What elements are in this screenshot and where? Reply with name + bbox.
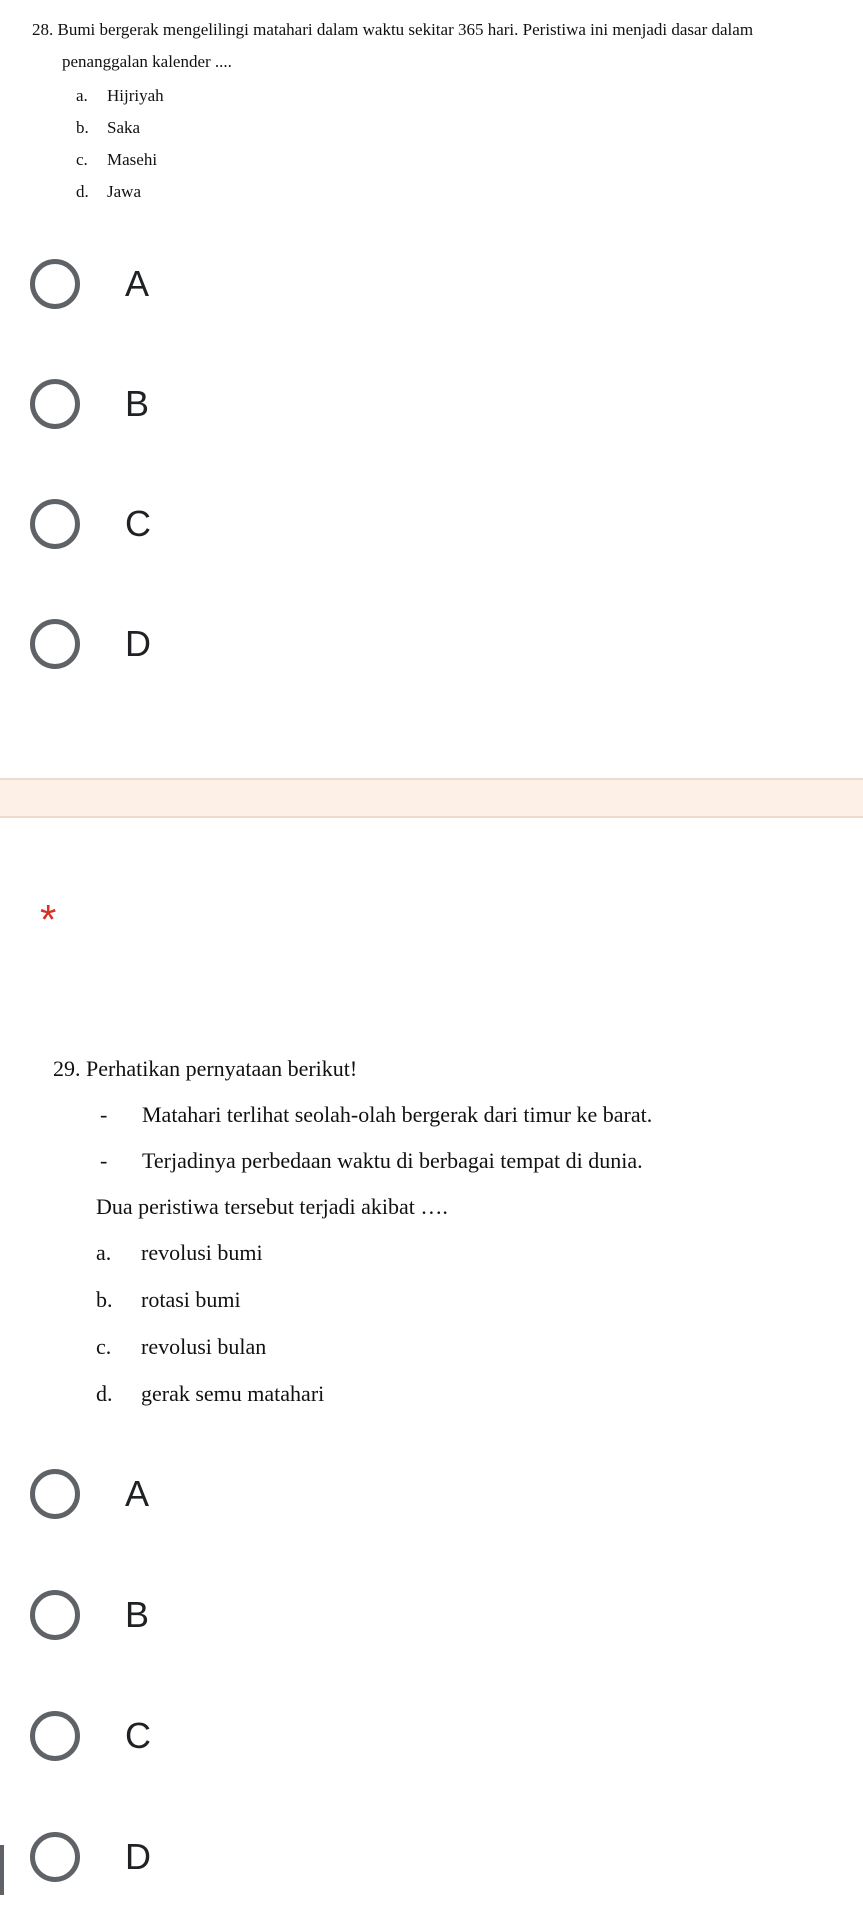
radio-circle-icon[interactable] — [30, 619, 80, 669]
radio-label: B — [125, 383, 150, 424]
question-29-option-c-letter: c. — [96, 1334, 112, 1359]
question-29-option-b-text: rotasi bumi — [141, 1287, 241, 1312]
q28-radio-option-a[interactable] — [30, 256, 330, 320]
question-29-title: 29. Perhatikan pernyataan berikut! — [53, 1056, 358, 1081]
radio-label: D — [125, 1836, 151, 1877]
question-28-option-d-letter: d. — [76, 182, 89, 201]
section-divider — [0, 778, 863, 818]
question-28-option-a-text: Hijriyah — [107, 86, 164, 105]
question-28-option-c-letter: c. — [76, 150, 88, 169]
radio-circle-icon[interactable] — [30, 499, 80, 549]
radio-circle-icon[interactable] — [30, 379, 80, 429]
q28-radio-option-c[interactable] — [30, 496, 330, 560]
radio-label: C — [125, 1715, 151, 1756]
left-edge-bar — [0, 1845, 4, 1895]
q29-radio-option-c[interactable] — [30, 1708, 330, 1772]
radio-label: B — [125, 1594, 150, 1635]
question-29-statement-2-bullet: - — [100, 1148, 108, 1173]
question-28-option-b-text: Saka — [107, 118, 141, 137]
radio-label: C — [125, 503, 151, 544]
radio-label: A — [125, 263, 150, 304]
radio-label: A — [125, 1473, 150, 1514]
question-29-statement-1-bullet: - — [100, 1102, 108, 1127]
question-29-option-d-letter: d. — [96, 1381, 113, 1406]
question-28-text-line-2: penanggalan kalender .... — [62, 52, 232, 71]
question-28-image — [0, 0, 863, 215]
question-29-statement-2: Terjadinya perbedaan waktu di berbagai tempat di dunia. — [142, 1148, 643, 1173]
q29-radio-option-d[interactable] — [30, 1829, 330, 1893]
question-28-option-b-letter: b. — [76, 118, 89, 137]
question-28-text-line-1: 28. Bumi bergerak mengelilingi matahari dalam waktu sekitar 365 hari. Peristiwa ini menjadi dasar dalam — [32, 20, 754, 39]
radio-circle-icon[interactable] — [30, 1590, 80, 1640]
question-29-option-a-text: revolusi bumi — [141, 1240, 263, 1265]
question-29-option-b-letter: b. — [96, 1287, 113, 1312]
question-28-option-d-text: Jawa — [107, 182, 141, 201]
question-28-option-a-letter: a. — [76, 86, 88, 105]
radio-circle-icon[interactable] — [30, 1711, 80, 1761]
radio-circle-icon[interactable] — [30, 1832, 80, 1882]
question-28-option-c-text: Masehi — [107, 150, 158, 169]
question-29-image — [0, 1040, 863, 1440]
question-29-option-d-text: gerak semu matahari — [141, 1381, 325, 1406]
question-29-prompt: Dua peristiwa tersebut terjadi akibat …. — [96, 1194, 448, 1219]
required-asterisk: * — [40, 896, 57, 943]
q29-radio-option-a[interactable] — [30, 1466, 330, 1530]
q28-radio-option-b[interactable] — [30, 376, 330, 440]
question-29-option-a-letter: a. — [96, 1240, 112, 1265]
question-29-statement-1: Matahari terlihat seolah-olah bergerak dari timur ke barat. — [142, 1102, 653, 1127]
q28-radio-option-d[interactable] — [30, 616, 330, 680]
q29-radio-option-b[interactable] — [30, 1587, 330, 1651]
radio-circle-icon[interactable] — [30, 1469, 80, 1519]
radio-circle-icon[interactable] — [30, 259, 80, 309]
question-29-option-c-text: revolusi bulan — [141, 1334, 267, 1359]
radio-label: D — [125, 623, 151, 664]
